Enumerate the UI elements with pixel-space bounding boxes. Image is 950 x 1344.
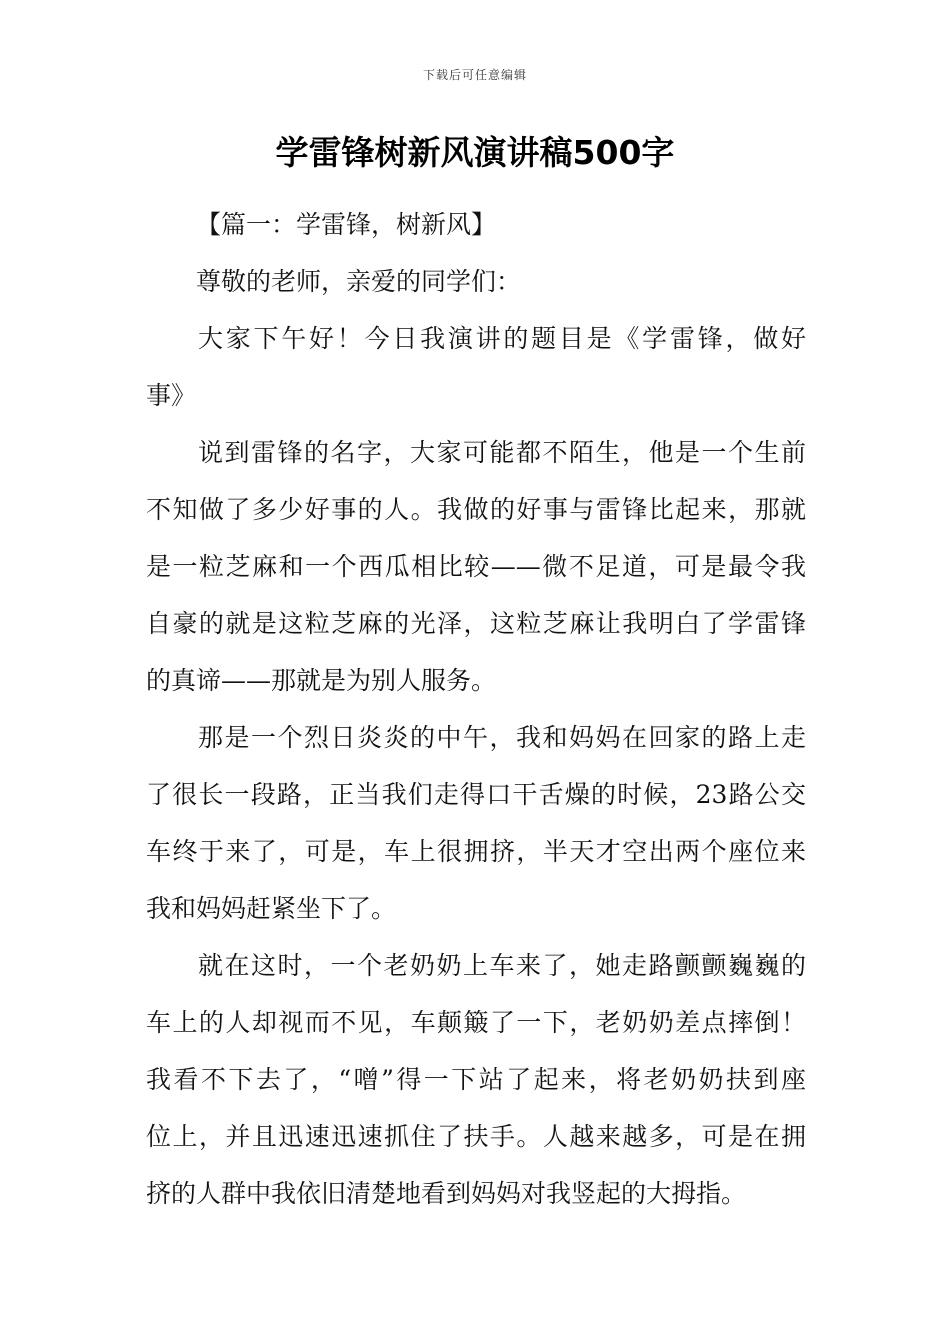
paragraph-line: 位上，并且迅速迅速抓住了扶手。人越来越多，可是在拥: [146, 1122, 806, 1151]
paragraph-line: 车上的人却视而不见，车颠簸了一下，老奶奶差点摔倒！: [146, 1008, 806, 1037]
paragraph-line: 自豪的就是这粒芝麻的光泽，这粒芝麻让我明白了学雷锋: [146, 609, 806, 638]
salutation: 尊敬的老师，亲爱的同学们：: [196, 267, 522, 296]
section-heading-block: [196, 196, 806, 253]
document-title: 学雷锋树新风演讲稿500字: [275, 133, 675, 172]
paragraph-line: 大家下午好！今日我演讲的题目是《学雷锋，做好: [198, 324, 806, 353]
paragraph-line: 车终于来了，可是，车上很拥挤，半天才空出两个座位来: [146, 837, 806, 866]
header-note: 下载后可任意编辑: [422, 68, 527, 82]
paragraph-line: 了很长一段路，正当我们走得口干舌燥的时候，23路公交: [146, 780, 806, 809]
section-heading: 【篇一：学雷锋，树新风】: [196, 210, 497, 239]
paragraph-line: 事》: [146, 381, 197, 410]
paragraph-line: 那是一个烈日炎炎的中午，我和妈妈在回家的路上走: [198, 723, 806, 752]
paragraph-line: 挤的人群中我依旧清楚地看到妈妈对我竖起的大拇指。: [146, 1179, 747, 1208]
paragraph-1: [146, 310, 806, 424]
paragraph-line: 是一粒芝麻和一个西瓜相比较——微不足道，可是最令我: [146, 552, 806, 581]
paragraph-line: 就在这时，一个老奶奶上车来了，她走路颤颤巍巍的: [198, 951, 806, 980]
paragraph-line: 我和妈妈赶紧坐下了。: [146, 894, 397, 923]
salutation-block: [196, 253, 806, 310]
paragraph-4: [146, 937, 806, 1222]
paragraph-line: 的真谛——那就是为别人服务。: [146, 666, 497, 695]
paragraph-line: 说到雷锋的名字，大家可能都不陌生，他是一个生前: [198, 438, 806, 467]
paragraph-2: [146, 424, 806, 709]
paragraph-line: 我看不下去了，“噌”得一下站了起来，将老奶奶扶到座: [146, 1065, 806, 1094]
paragraph-line: 不知做了多少好事的人。我做的好事与雷锋比起来，那就: [146, 495, 806, 524]
paragraph-3: [146, 709, 806, 937]
